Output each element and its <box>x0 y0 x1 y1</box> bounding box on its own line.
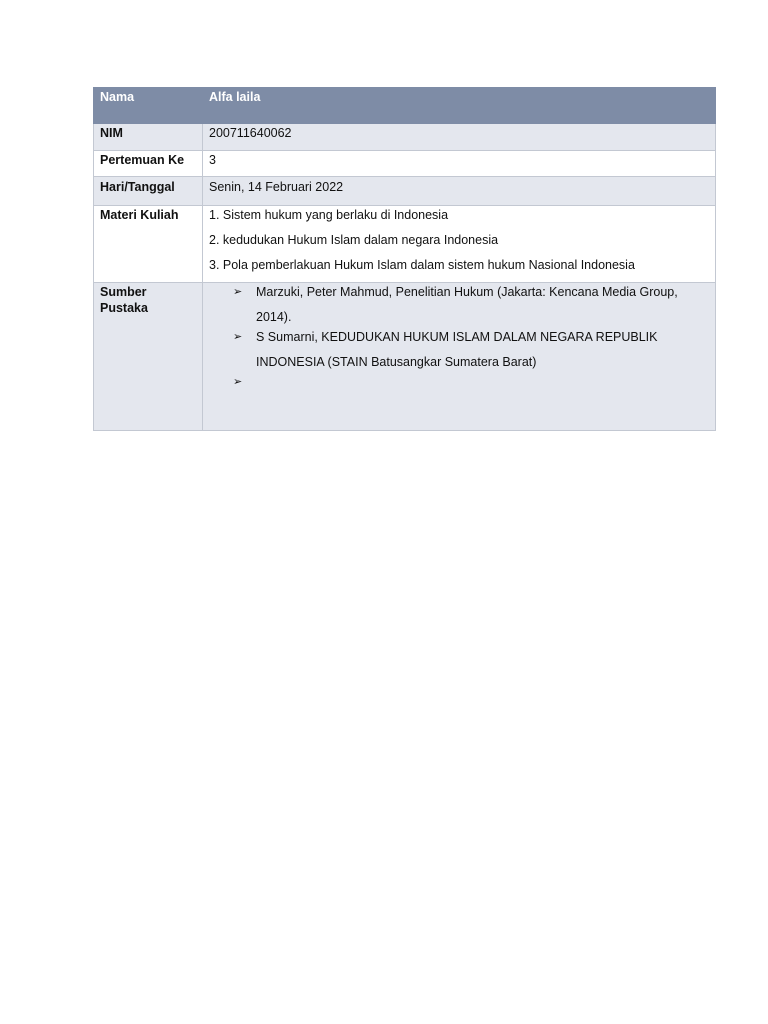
sumber-pustaka-list <box>203 283 716 431</box>
pertemuan-value: 3 <box>203 151 716 177</box>
reference-text: Marzuki, Peter Mahmud, Penelitian Hukum (Jakarta: Kencana Media Group, 2014). <box>256 285 678 324</box>
nama-value: Alfa laila <box>203 88 716 124</box>
reference-item <box>209 325 709 374</box>
materi-kuliah-list <box>203 206 716 283</box>
table-header-row <box>94 88 716 124</box>
nim-row <box>94 124 716 151</box>
materi-item: 2. kedudukan Hukum Islam dalam negara Indonesia <box>209 233 499 247</box>
pertemuan-row <box>94 151 716 177</box>
sumber-pustaka-label: Sumber Pustaka <box>94 283 203 431</box>
arrowhead-bullet-icon: ➢ <box>233 285 243 298</box>
hari-tanggal-label: Hari/Tanggal <box>94 177 203 206</box>
nim-label: NIM <box>94 124 203 151</box>
arrowhead-bullet-icon: ➢ <box>233 375 243 388</box>
sumber-pustaka-row <box>94 283 716 431</box>
pertemuan-label: Pertemuan Ke <box>94 151 203 177</box>
hari-tanggal-value: Senin, 14 Februari 2022 <box>203 177 716 206</box>
reference-item <box>209 280 709 329</box>
reference-text: S Sumarni, KEDUDUKAN HUKUM ISLAM DALAM NEGARA REPUBLIK INDONESIA (STAIN Batusangkar Sumatera Barat) <box>256 330 658 369</box>
student-info-table <box>93 87 716 431</box>
hari-tanggal-row <box>94 177 716 206</box>
arrowhead-bullet-icon: ➢ <box>233 330 243 343</box>
materi-kuliah-row <box>94 206 716 283</box>
materi-item: 3. Pola pemberlakuan Hukum Islam dalam sistem hukum Nasional Indonesia <box>209 258 635 272</box>
nim-value: 200711640062 <box>203 124 716 151</box>
materi-kuliah-label: Materi Kuliah <box>94 206 203 283</box>
document-page <box>93 87 715 431</box>
materi-item: 1. Sistem hukum yang berlaku di Indonesia <box>209 208 449 222</box>
nama-label: Nama <box>94 88 203 124</box>
